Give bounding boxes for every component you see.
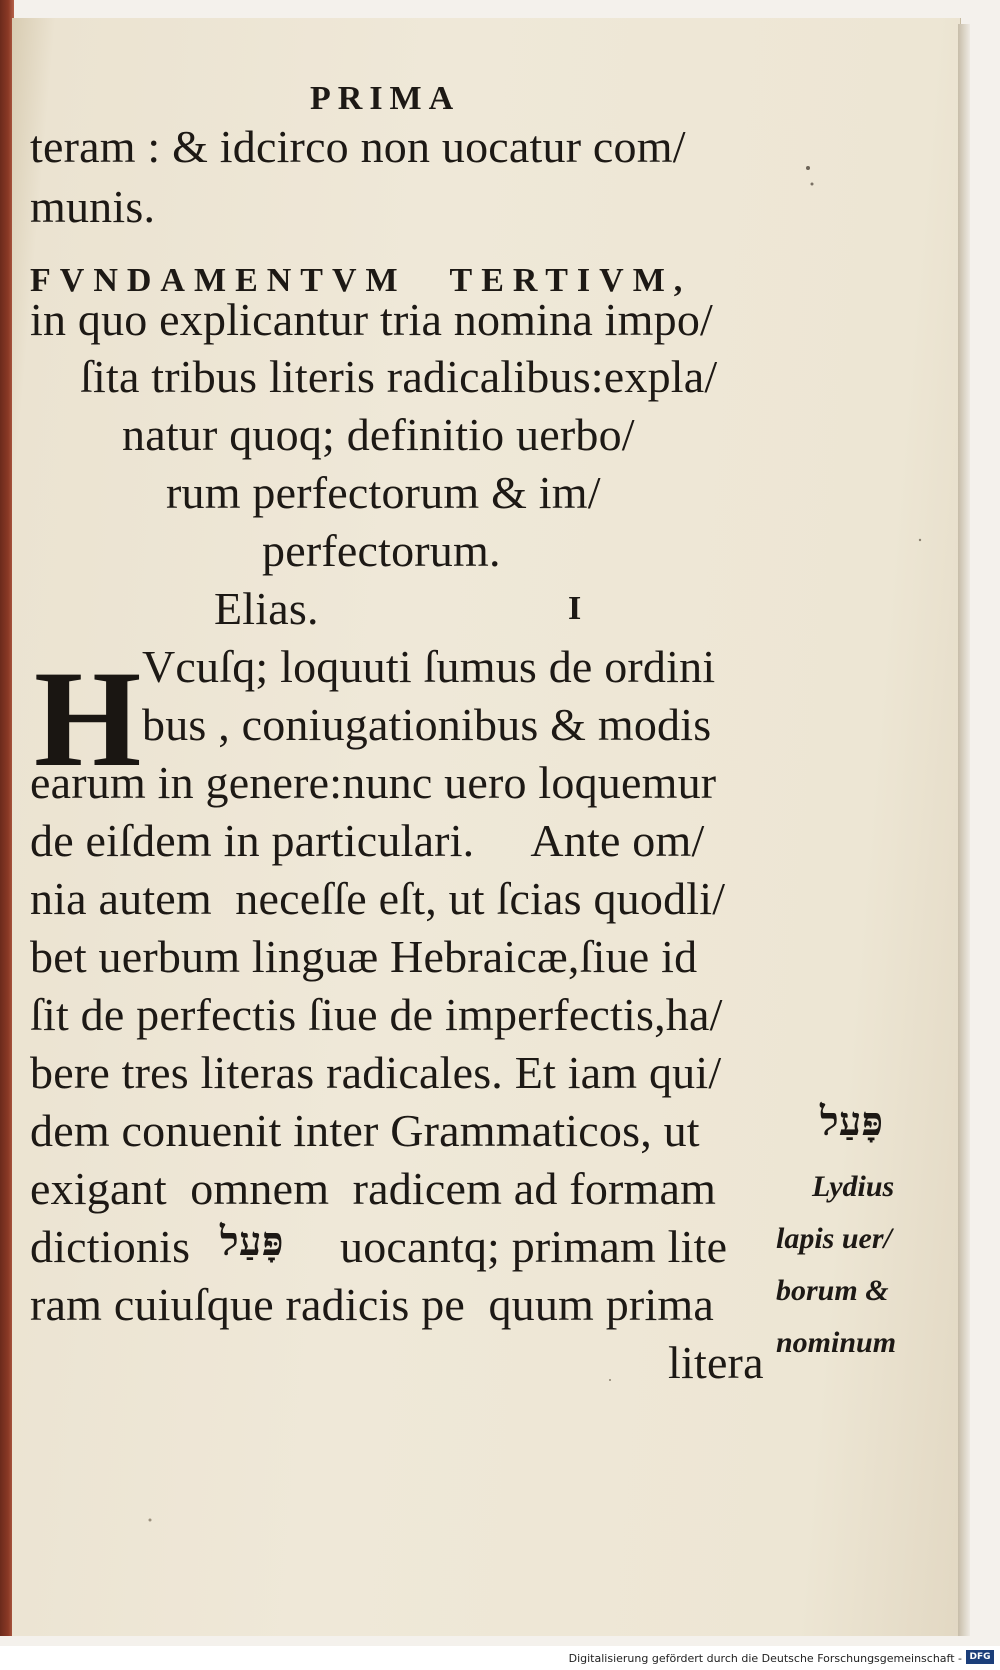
text-line-2: munis.: [30, 181, 156, 232]
speaker-name: Elias.: [214, 583, 319, 634]
body-line-12: ram cuiuſque radicis pe quum prima: [30, 1279, 715, 1330]
heading-line-2: ſita tribus literis radicalibus:expla/: [80, 351, 718, 402]
section-number: I: [568, 590, 582, 627]
margin-note-line-2: lapis uer/: [776, 1222, 892, 1255]
body-line-3: earum in genere:nunc uero loquemur: [30, 757, 717, 808]
body-line-11-pre: dictionis: [30, 1221, 191, 1272]
heading-line-4: rum perfectorum & im/: [166, 467, 601, 518]
dfg-logo: DFG: [966, 1650, 994, 1664]
text-line-1: teram : & idcirco non uocatur com/: [30, 121, 686, 172]
margin-note-line-3: borum &: [776, 1274, 889, 1307]
body-line-2: bus , coniugationibus & modis: [142, 699, 712, 750]
body-line-5: nia autem neceſſe eſt, ut ſcias quodli/: [30, 873, 726, 924]
body-line-9: dem conuenit inter Grammaticos, ut: [30, 1105, 700, 1156]
body-line-11-post: uocantq; primam lite: [340, 1221, 728, 1272]
digitization-credit: Digitalisierung gefördert durch die Deutsche Forschungsgemeinschaft -: [568, 1652, 962, 1665]
body-line-6: bet uerbum linguæ Hebraicæ,ſiue id: [30, 931, 698, 982]
margin-note-line-4: nominum: [776, 1326, 897, 1359]
hebrew-word-inline: פָּעַל: [220, 1218, 284, 1265]
body-line-10: exigant omnem radicem ad formam: [30, 1163, 717, 1214]
body-line-7: ſit de perfectis ſiue de imperfectis,ha/: [30, 989, 723, 1040]
margin-note-line-1: Lydius: [812, 1170, 895, 1203]
drop-capital: H: [34, 642, 142, 795]
margin-hebrew-word: פָּעַל: [820, 1098, 884, 1145]
heading-line-3: natur quoq; definitio uerbo/: [122, 409, 635, 460]
section-heading: FVNDAMENTVM TERTIVM,: [30, 262, 692, 299]
body-line-1: Vcuſq; loquuti ſumus de ordini: [142, 641, 716, 692]
body-line-8: bere tres literas radicales. Et iam qui/: [30, 1047, 722, 1098]
body-line-4: de eiſdem in particulari. Ante om/: [30, 815, 705, 866]
heading-line-1: in quo explicantur tria nomina impo/: [30, 294, 714, 345]
heading-line-5: perfectorum.: [262, 525, 501, 576]
running-head: PRIMA: [310, 80, 461, 117]
catchword: litera: [668, 1337, 764, 1388]
